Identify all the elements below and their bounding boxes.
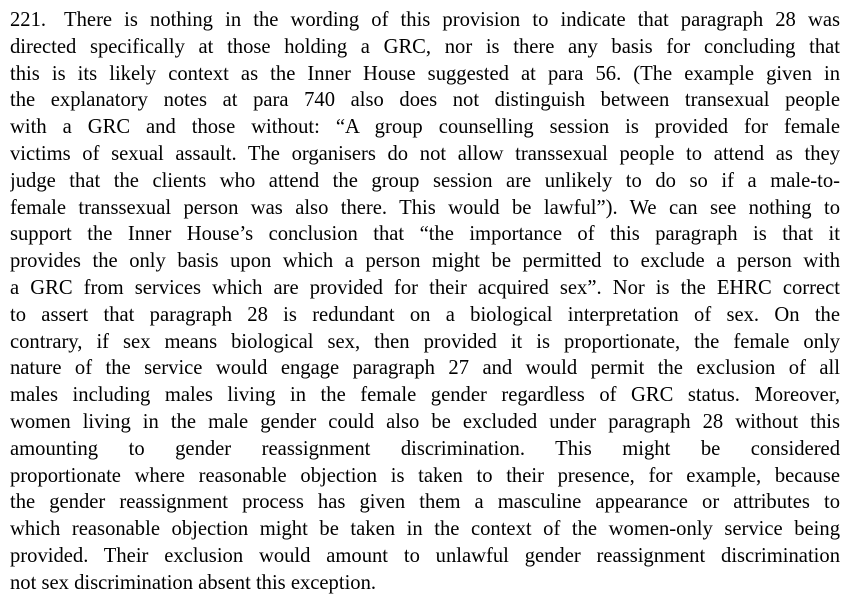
paragraph-line: judge that the clients who attend the group session are unlikely to do so if a male-to- (10, 169, 840, 192)
paragraph-line: female transsexual person was also there. This would be lawful”). We can see nothing to (10, 196, 840, 219)
paragraph-line: the gender reassignment process has given them a masculine appearance or attributes to (10, 491, 840, 514)
paragraph-line: the explanatory notes at para 740 also does not distinguish between transexual people (10, 89, 840, 112)
paragraph-line: this is its likely context as the Inner House suggested at para 56. (The example given in (10, 62, 840, 85)
paragraph-line: proportionate where reasonable objection is taken to their presence, for example, because (10, 464, 840, 487)
paragraph-line: provides the only basis upon which a person might be permitted to exclude a person with (10, 250, 840, 273)
paragraph-line: contrary, if sex means biological sex, then provided it is proportionate, the female only (10, 330, 840, 353)
paragraph-line: with a GRC and those without: “A group counselling session is provided for female (10, 116, 840, 139)
paragraph-line: directed specifically at those holding a GRC, nor is there any basis for concluding that (10, 35, 840, 58)
paragraph-line: provided. Their exclusion would amount to unlawful gender reassignment discrimination (10, 544, 840, 567)
paragraph-line: nature of the service would engage paragraph 27 and would permit the exclusion of all (10, 357, 840, 380)
paragraph-line: support the Inner House’s conclusion that “the importance of this paragraph is that it (10, 223, 840, 246)
paragraph-line: not sex discrimination absent this exception. (10, 571, 377, 594)
judgment-paragraph-221 (10, 7, 840, 597)
paragraph-line: to assert that paragraph 28 is redundant on a biological interpretation of sex. On the (10, 303, 840, 326)
paragraph-line: victims of sexual assault. The organisers do not allow transsexual people to attend as they (10, 142, 840, 165)
paragraph-number: 221. (10, 9, 47, 31)
paragraph-line: which reasonable objection might be taken in the context of the women-only service being (10, 518, 840, 541)
paragraph-line: women living in the male gender could also be excluded under paragraph 28 without this (10, 410, 840, 433)
paragraph-line: males including males living in the female gender regardless of GRC status. Moreover, (10, 384, 840, 407)
tab-spacer (46, 25, 64, 26)
paragraph-line-text: There is nothing in the wording of this provision to indicate that paragraph 28 was (64, 9, 840, 31)
paragraph-line: a GRC from services which are provided for their acquired sex”. Nor is the EHRC correct (10, 276, 840, 299)
paragraph-line: amounting to gender reassignment discrimination. This might be considered (10, 437, 840, 460)
paragraph-line (10, 7, 840, 34)
